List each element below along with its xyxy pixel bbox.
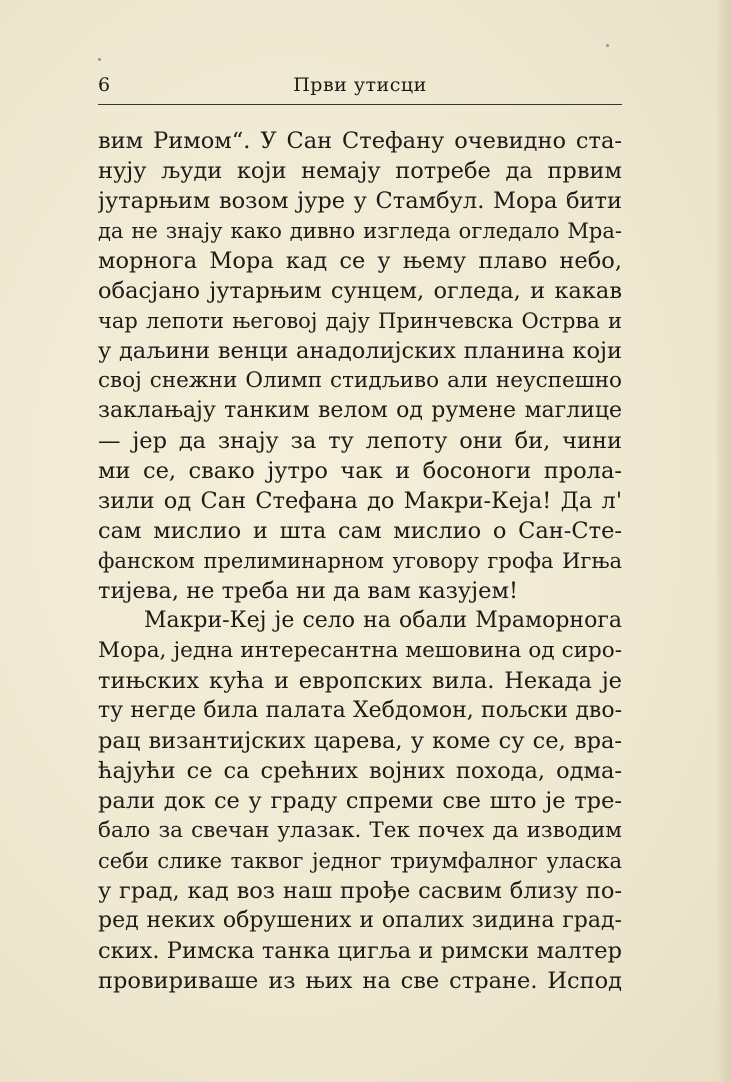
text-line: вим Римом“. У Сан Стефану очевидно ста- xyxy=(98,128,622,154)
text-line: рац византијских царева, у коме су се, вра- xyxy=(98,728,622,754)
text-line: свој снежни Олимп стидљиво али неуспешно xyxy=(98,368,622,393)
page-header xyxy=(98,72,622,100)
text-line: обасјано јутарњим сунцем, огледа, и какав xyxy=(98,278,622,304)
ink-speck xyxy=(98,58,101,61)
text-line: нују људи који немају потребе да првим xyxy=(98,158,622,184)
text-line: Макри-Кеј је село на обали Мраморнога xyxy=(144,608,622,633)
text-line: ских. Римска танка цигља и римски малтер xyxy=(98,938,622,964)
text-line: провириваше из њих на све стране. Испод xyxy=(98,968,622,994)
ink-speck xyxy=(606,44,609,47)
text-line: зили од Сан Стефана до Макри-Кеја! Да л' xyxy=(98,488,622,514)
text-line: заклањају танким велом од румене маглице xyxy=(98,398,622,423)
text-line: ту негде била палата Хебдомон, пољски дво- xyxy=(98,698,622,723)
text-line: чар лепоти његовој дају Принчевска Острва и xyxy=(98,309,622,333)
body-text xyxy=(98,126,622,996)
text-line: морнога Мора кад се у њему плаво небо, xyxy=(98,248,622,274)
text-line: — јер да знају за ту лепоту они би, чини xyxy=(98,428,622,454)
text-line: ми се, свако јутро чак и босоноги прола- xyxy=(98,458,622,484)
text-line: тијева, не треба ни да вам казујем! xyxy=(98,578,518,604)
text-line: у град, кад воз наш прође сасвим близу по- xyxy=(98,878,622,904)
text-line: тињских кућа и европских вила. Некада је xyxy=(98,668,622,694)
header-rule xyxy=(98,104,622,105)
text-line: фанском прелиминарном уговору грофа Игња xyxy=(98,549,622,573)
text-line: да не знају како дивно изгледа огледало Мра- xyxy=(98,219,622,243)
text-line: себи слике таквог једног триумфалног уласка xyxy=(98,849,622,873)
text-line: сам мислио и шта сам мислио о Сан-Сте- xyxy=(98,518,622,544)
text-line: Мора, једна интересантна мешовина од сиро- xyxy=(98,638,622,663)
running-title: Први утисци xyxy=(293,74,427,96)
text-line: рали док се у граду спреми све што је тре- xyxy=(98,788,622,814)
page-edge-shadow xyxy=(717,0,731,1082)
text-line: ћајући се са срећних војних похода, одма- xyxy=(98,758,622,784)
page-number: 6 xyxy=(98,74,111,96)
text-line: јутарњим возом јуре у Стамбул. Мора бити xyxy=(98,188,622,214)
text-line: у даљини венци анадолијских планина који xyxy=(98,338,622,364)
text-line: бало за свечан улазак. Тек почех да изводим xyxy=(98,818,622,843)
text-line: ред неких обрушених и опалих зидина град- xyxy=(98,908,622,933)
